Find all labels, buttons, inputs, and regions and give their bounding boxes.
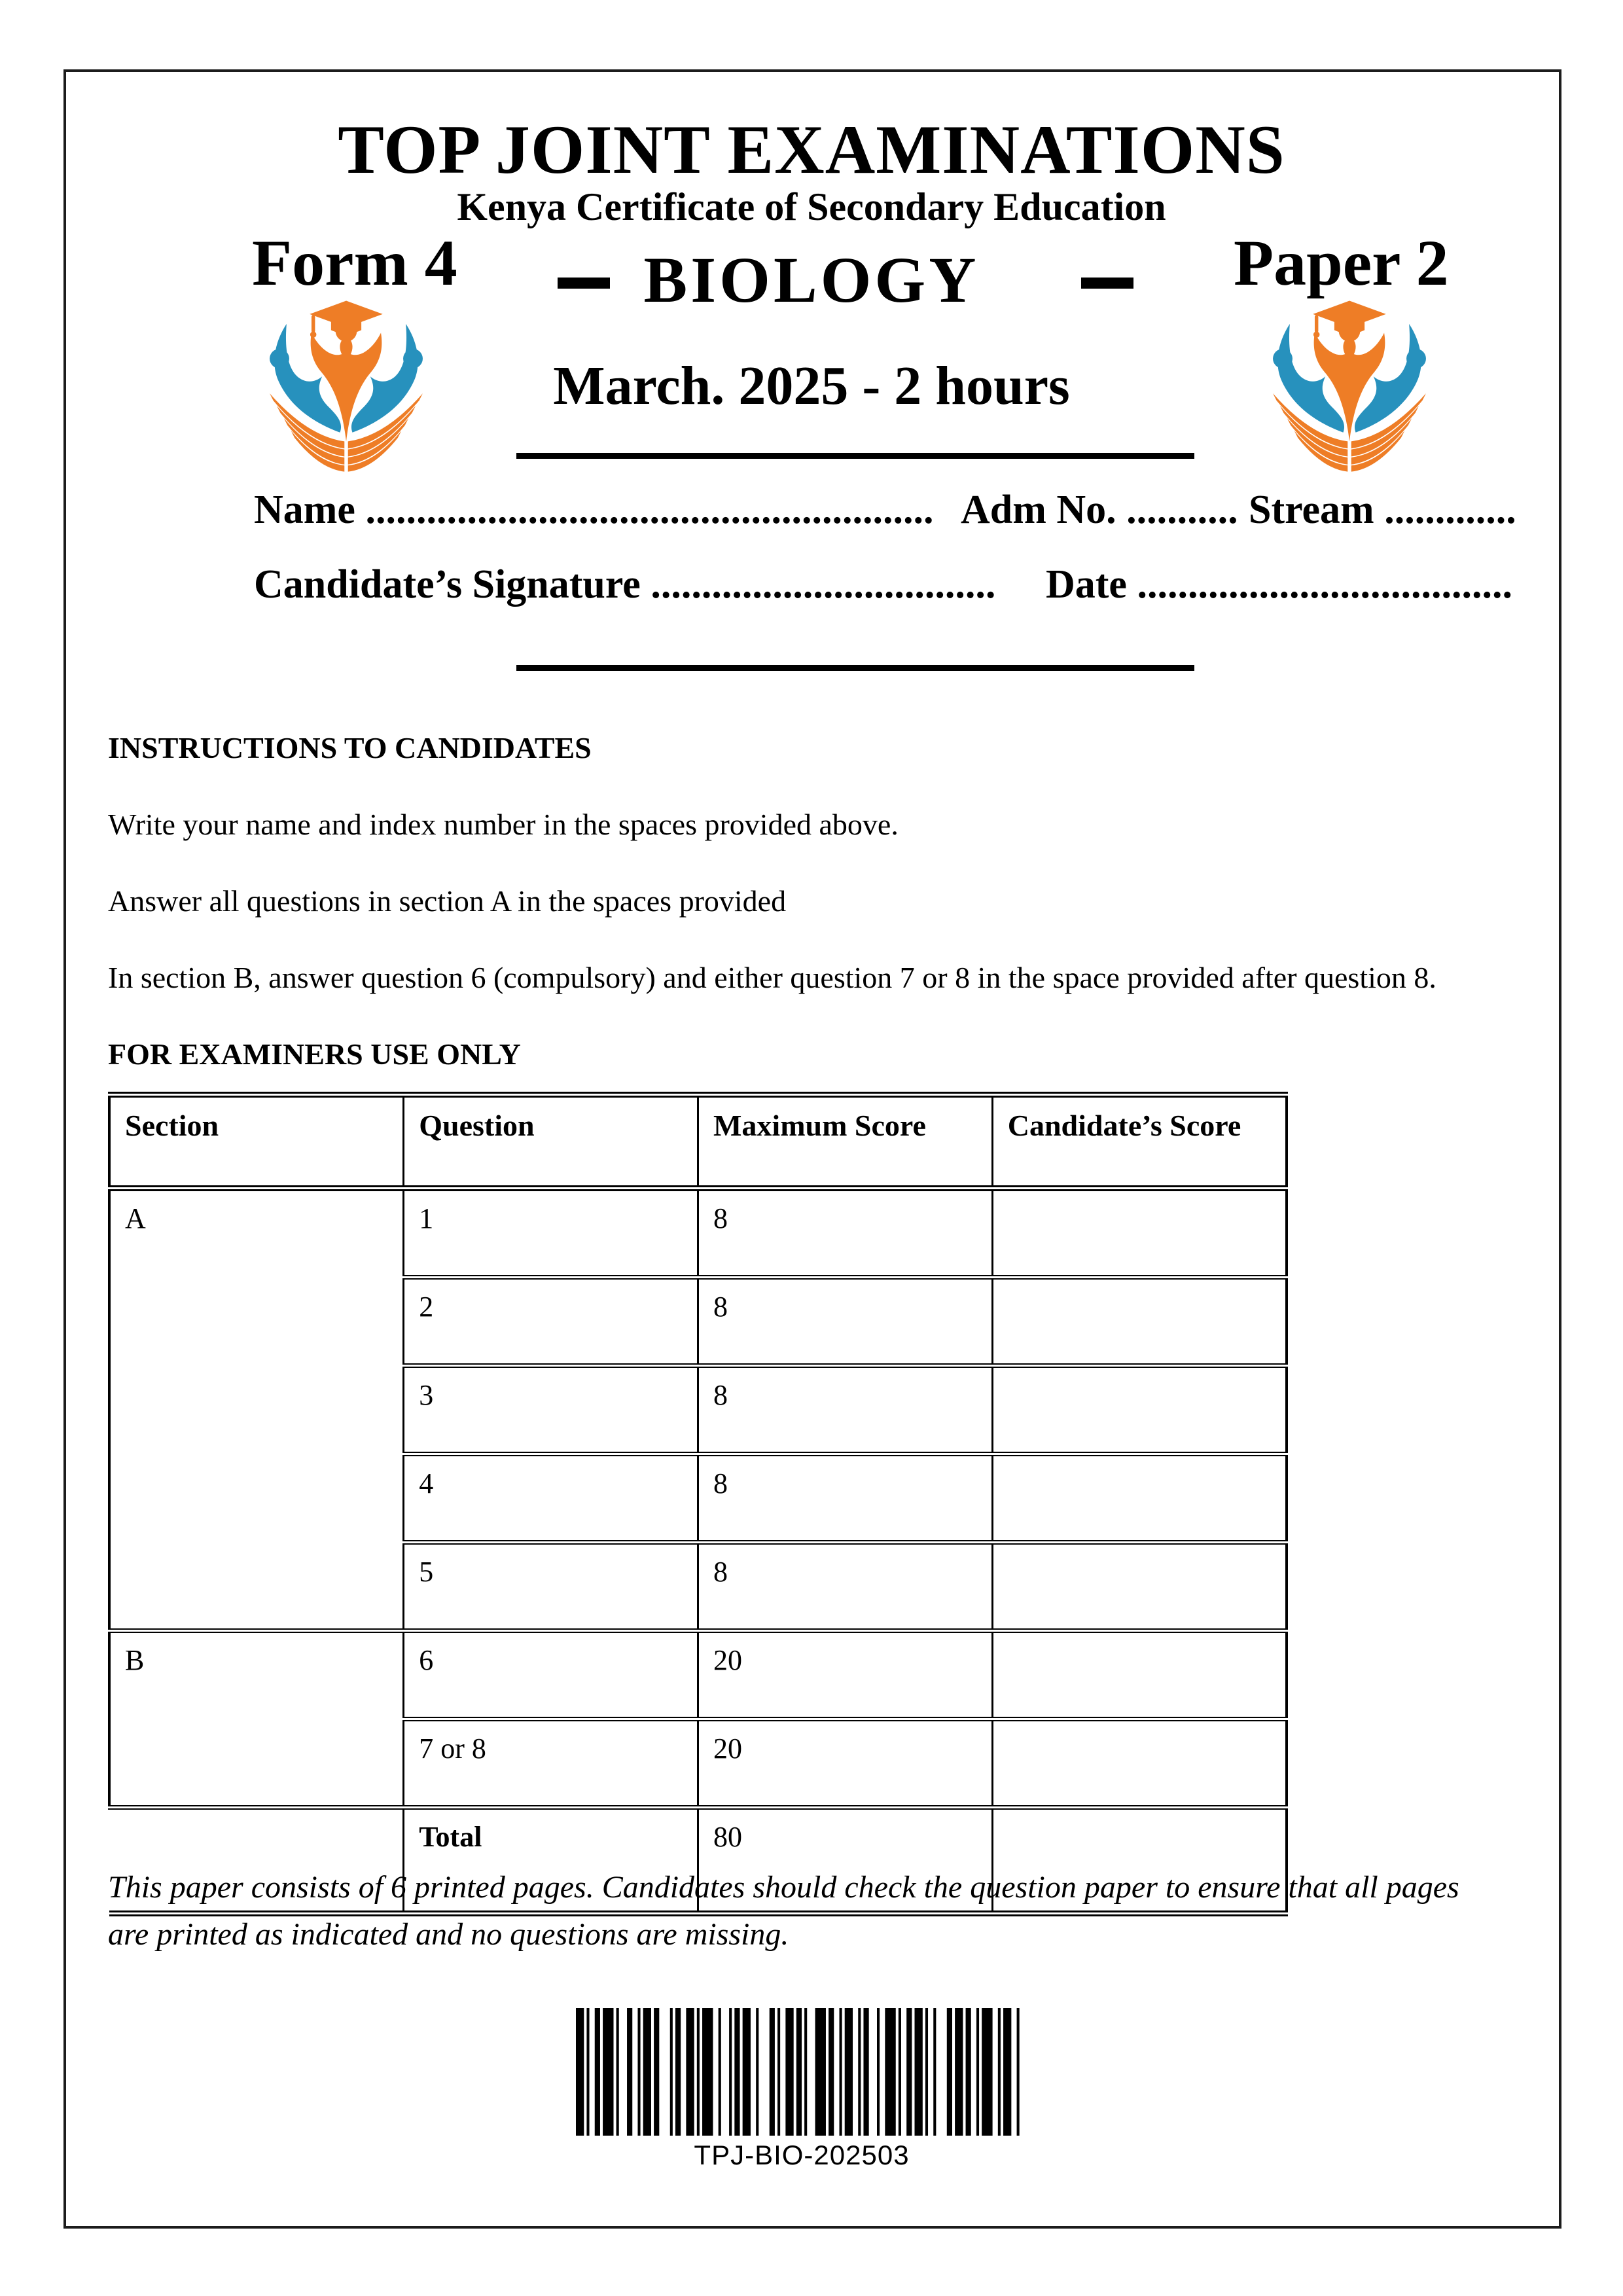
page-subtitle: Kenya Certificate of Secondary Education [457,185,1166,228]
max-score-cell: 20 [698,1719,993,1808]
max-score-cell: 8 [698,1366,993,1454]
exam-session: March. 2025 - 2 hours [553,355,1070,416]
pages-note-line: This paper consists of 6 printed pages. Candidates should check the question paper to ensure that all pages [108,1870,1459,1905]
divider-rule-top [516,453,1194,459]
pages-note [108,1864,1528,1958]
barcode-label: TPJ-BIO-202503 [694,2140,910,2170]
question-cell: 7 or 8 [404,1719,698,1808]
candidate-score-cell [992,1631,1287,1719]
instructions-heading: INSTRUCTIONS TO CANDIDATES [108,731,592,764]
subject-title: BIOLOGY [643,243,980,316]
pages-note-line: are printed as indicated and no questions are missing. [108,1917,789,1952]
date-field[interactable]: Date ..................................... [1046,562,1512,607]
candidate-score-cell [992,1454,1287,1543]
candidate-score-cell [992,1189,1287,1278]
barcode-block [576,2008,1027,2171]
name-field[interactable]: Name ........................................................ [254,488,934,532]
examiner-row [109,1189,1287,1278]
question-cell: 1 [404,1189,698,1278]
examiners-table-body [109,1189,1287,1914]
instruction-item: Answer all questions in section A in the spaces provided [108,884,787,918]
max-score-cell: 8 [698,1189,993,1278]
examiner-row [109,1631,1287,1719]
candidate-score-cell [992,1366,1287,1454]
instruction-item: In section B, answer question 6 (compulsory) and either question 7 or 8 in the space provided after question 8. [108,961,1436,994]
section-cell: A [109,1189,404,1631]
signature-field[interactable]: Candidate’s Signature .................................. [254,562,996,607]
dash-decoration-left [558,278,610,289]
col-header-question: Question [404,1095,698,1189]
divider-rule-bottom [516,665,1194,671]
question-cell: 4 [404,1454,698,1543]
max-score-cell: 8 [698,1543,993,1631]
col-header-max-score: Maximum Score [698,1095,993,1189]
col-header-candidate-score: Candidate’s Score [992,1095,1287,1189]
header-row [109,1095,1287,1189]
question-cell: 2 [404,1278,698,1366]
section-cell: B [109,1631,404,1808]
examiners-table-head [109,1095,1287,1189]
candidate-score-cell [992,1719,1287,1808]
adm-no-field[interactable]: Adm No. ........... [961,488,1238,532]
dash-decoration-right [1081,278,1133,289]
max-score-cell: 8 [698,1278,993,1366]
stream-field[interactable]: Stream ............. [1249,488,1516,532]
total-label-cell: Total [404,1808,698,1914]
col-header-section: Section [109,1095,404,1189]
paper-label: Paper 2 [1234,226,1449,299]
candidate-score-cell [992,1278,1287,1366]
examiners-table [108,1092,1288,1916]
question-cell: 5 [404,1543,698,1631]
candidate-score-cell [992,1543,1287,1631]
form-label: Form 4 [252,226,457,299]
examiners-heading: FOR EXAMINERS USE ONLY [108,1037,521,1071]
max-score-cell: 20 [698,1631,993,1719]
total-max-cell: 80 [698,1808,993,1914]
max-score-cell: 8 [698,1454,993,1543]
barcode-svg [576,2008,1027,2136]
page-title: TOP JOINT EXAMINATIONS [338,111,1285,188]
question-cell: 3 [404,1366,698,1454]
instruction-item: Write your name and index number in the spaces provided above. [108,808,899,841]
question-cell: 6 [404,1631,698,1719]
